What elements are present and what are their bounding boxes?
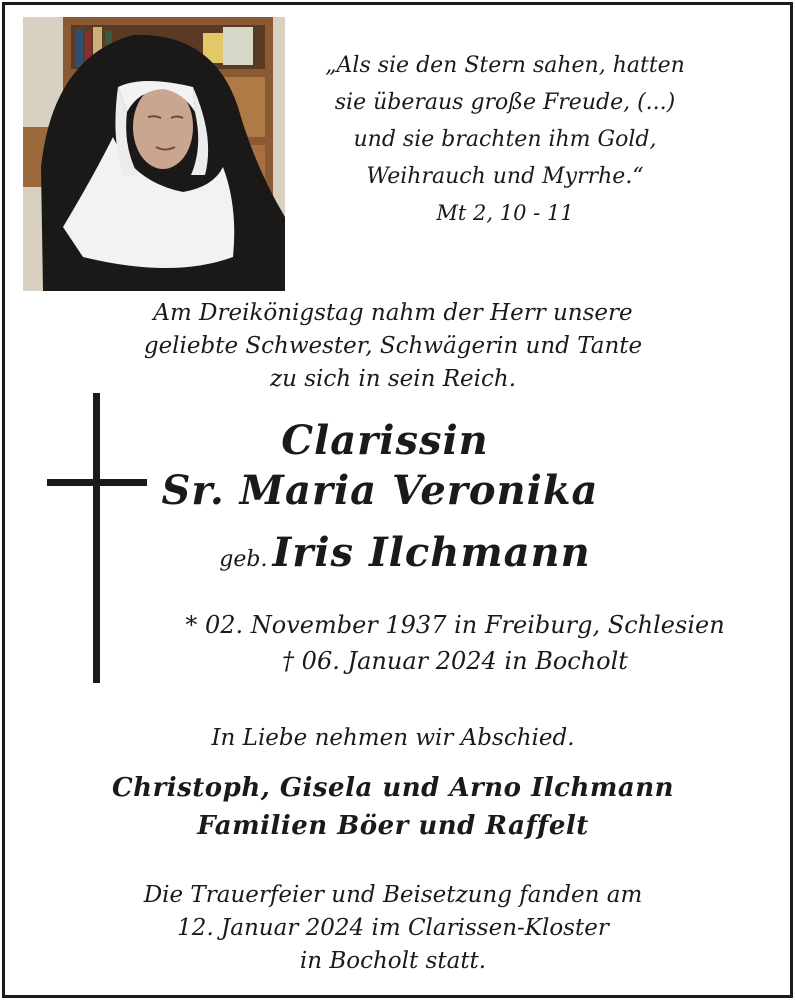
bible-quote xyxy=(285,47,725,195)
portrait-image xyxy=(23,17,285,291)
announcement-line: geliebte Schwester, Schwägerin und Tante xyxy=(143,333,643,359)
farewell-text: In Liebe nehmen wir Abschied. xyxy=(211,725,575,751)
announcement-text xyxy=(23,297,763,396)
mourner-line: Christoph, Gisela und Arno Ilchmann xyxy=(111,773,675,803)
birth-name: Iris Ilchmann xyxy=(272,529,591,576)
mourners xyxy=(23,769,763,845)
obituary-card xyxy=(2,2,793,998)
service-line: Die Trauerfeier und Beisetzung fanden am xyxy=(143,882,643,908)
quote-line: Weihrauch und Myrrhe.“ xyxy=(366,164,644,189)
life-dates xyxy=(135,607,775,679)
birth-prefix: geb. xyxy=(219,547,268,572)
quote-line: sie überaus große Freude, (...) xyxy=(334,90,676,115)
birth-name-line xyxy=(65,529,745,576)
deceased-title: Clarissin xyxy=(281,417,489,464)
service-line: in Bocholt statt. xyxy=(299,948,487,974)
announcement-line: Am Dreikönigstag nahm der Herr unsere xyxy=(153,300,633,326)
mourner-line: Familien Böer und Raffelt xyxy=(197,811,589,841)
service-line: 12. Januar 2024 im Clarissen-Kloster xyxy=(177,915,609,941)
announcement-line: zu sich in sein Reich. xyxy=(269,366,517,392)
portrait-photo xyxy=(23,17,285,291)
service-info xyxy=(23,879,763,978)
birth-date: * 02. November 1937 in Freiburg, Schlesien xyxy=(185,611,725,639)
death-date: † 06. Januar 2024 in Bocholt xyxy=(282,647,628,675)
quote-line: „Als sie den Stern sahen, hatten xyxy=(325,53,685,78)
deceased-religious-name: Sr. Maria Veronika xyxy=(161,467,599,514)
quote-line: und sie brachten ihm Gold, xyxy=(353,127,657,152)
quote-reference: Mt 2, 10 - 11 xyxy=(436,201,574,225)
